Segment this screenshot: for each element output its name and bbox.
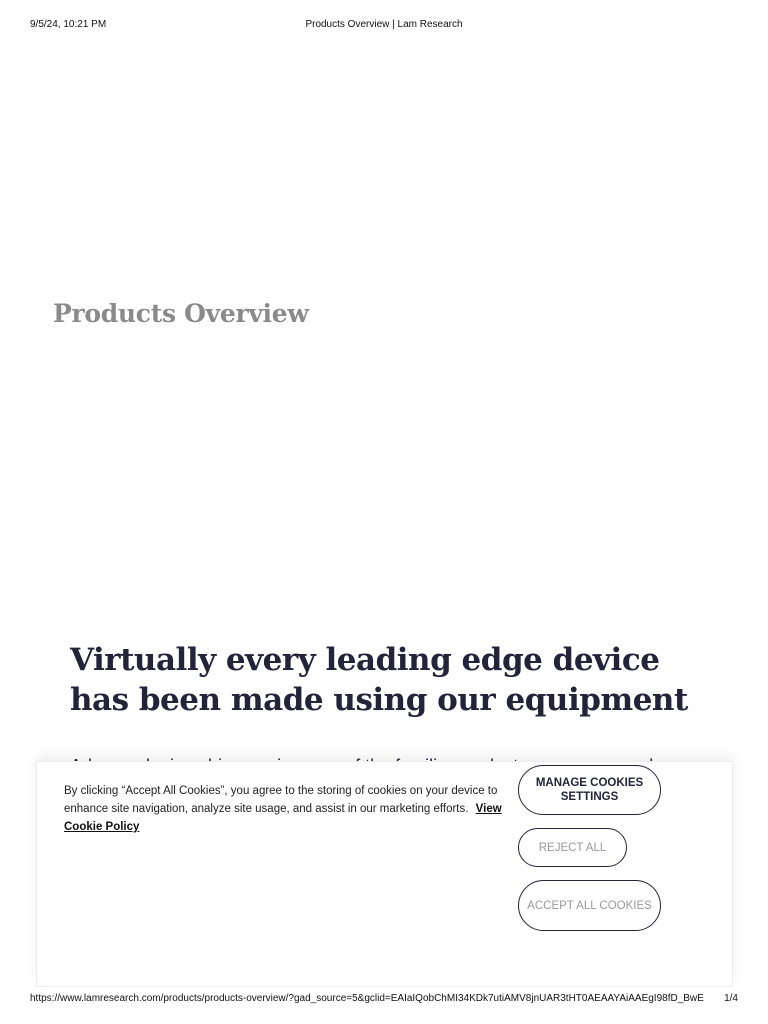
print-page-count: 1/4 [724, 993, 738, 1004]
cookie-banner [36, 761, 733, 987]
view-cookie-policy-link[interactable]: View Cookie Policy [64, 803, 502, 833]
print-title: Products Overview | Lam Research [305, 19, 463, 30]
hero-heading: Virtually every leading edge device has been made using our equipment [70, 642, 688, 718]
cookie-consent-message: By clicking “Accept All Cookies”, you agree to the storing of cookies on your device to enhance site navigation, analyze site usage, and assist in our marketing efforts. [64, 785, 498, 815]
reject-all-button[interactable]: REJECT ALL [518, 828, 627, 867]
page-title: Products Overview [53, 299, 309, 328]
manage-cookies-settings-button[interactable]: MANAGE COOKIES SETTINGS [518, 765, 661, 815]
accept-all-cookies-button[interactable]: ACCEPT ALL COOKIES [518, 880, 661, 931]
print-url: https://www.lamresearch.com/products/products-overview/?gad_source=5&gclid=EAIaIQobChMI34KDk7utiAMV8jnUAR3tHT0AEAAYAiAAEgI98fD_BwE [30, 993, 704, 1004]
print-date: 9/5/24, 10:21 PM [30, 19, 107, 30]
cookie-consent-text [64, 782, 504, 836]
